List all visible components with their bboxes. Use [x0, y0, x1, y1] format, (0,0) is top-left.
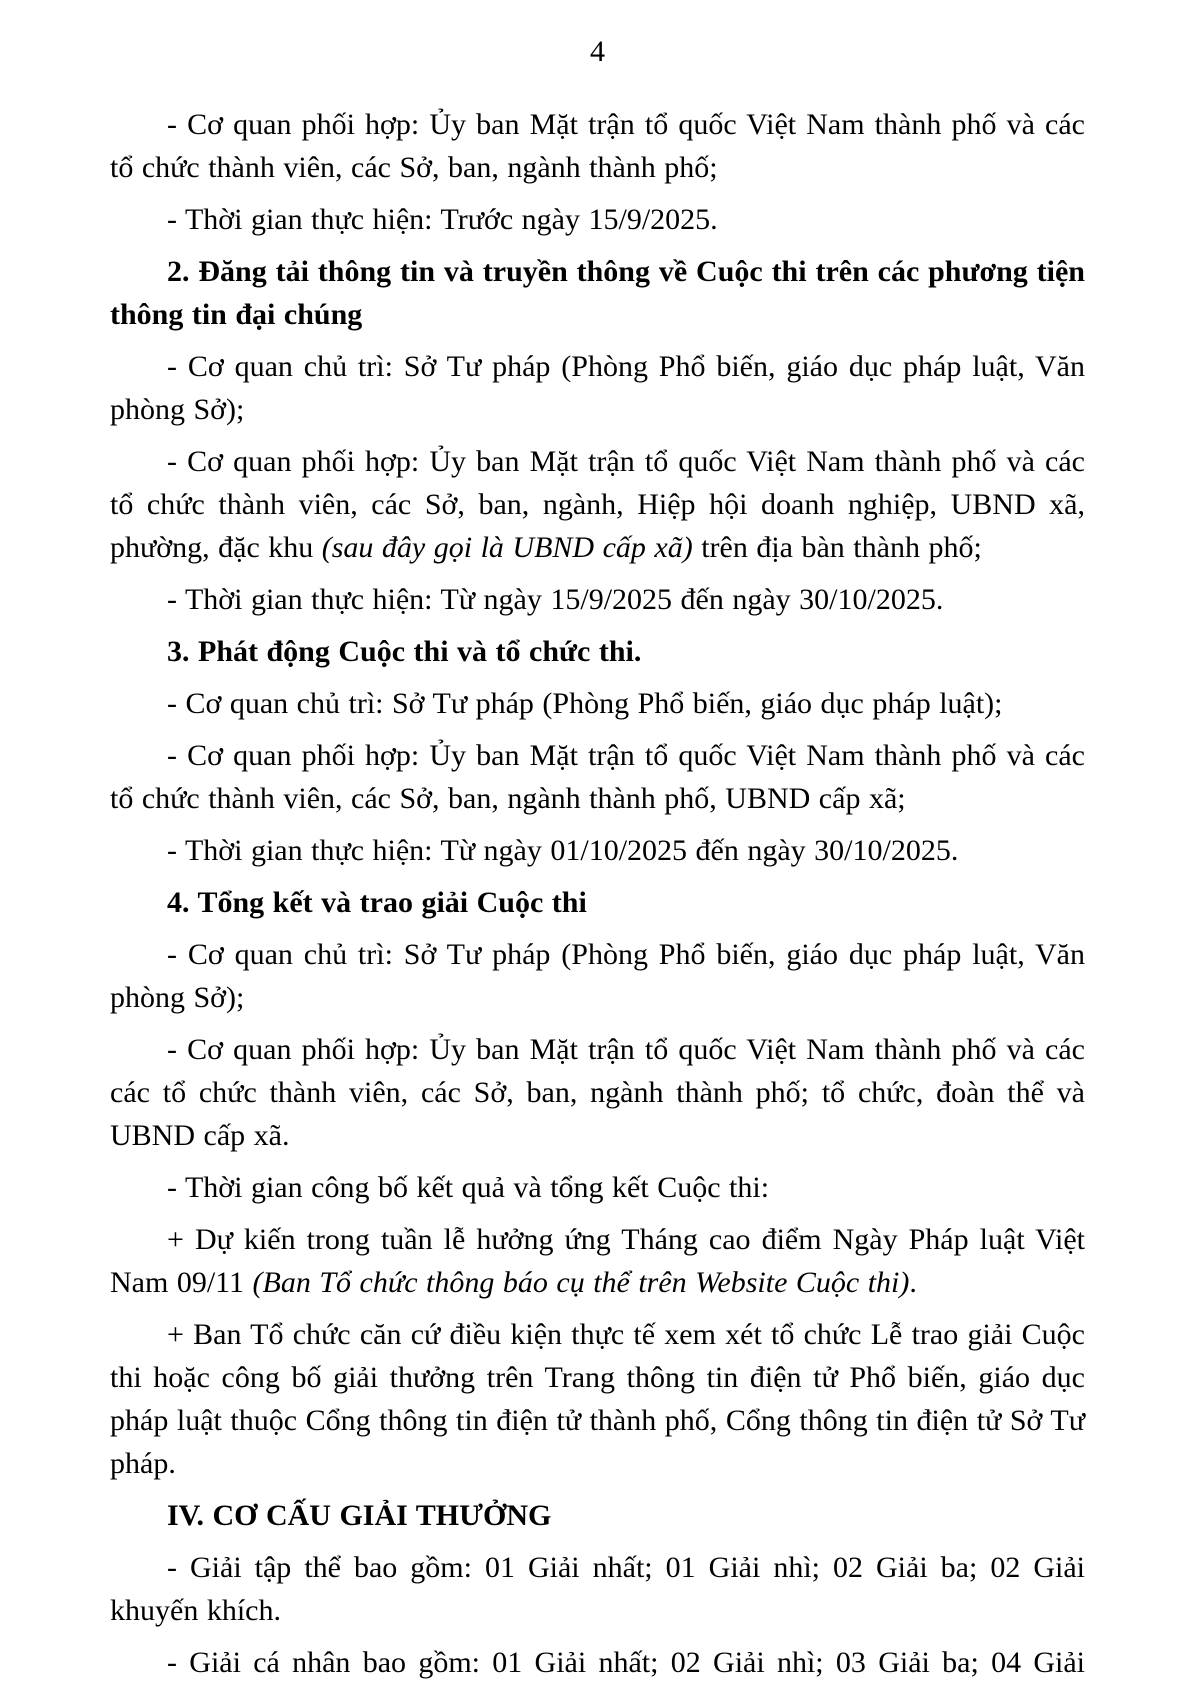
text-run: - Giải tập thể bao gồm: 01 Giải nhất; 01 Giải nhì; 02 Giải ba; 02 Giải khuyến khích.: [110, 1551, 1085, 1627]
text-run: - Giải cá nhân bao gồm: 01 Giải nhất; 02 Giải nhì; 03 Giải ba; 04 Giải: [167, 1646, 1085, 1679]
text-run: IV. CƠ CẤU GIẢI THƯỞNG: [167, 1499, 552, 1532]
page-number: 4: [590, 35, 605, 68]
paragraph: [110, 1218, 1085, 1304]
section-heading: [110, 881, 1085, 924]
text-run: + Dự kiến trong tuần lễ hưởng ứng Tháng cao điểm Ngày Pháp luật Việt Nam 09/11: [110, 1223, 1085, 1299]
paragraph: [110, 440, 1085, 569]
text-run: - Cơ quan phối hợp: Ủy ban Mặt trận tổ quốc Việt Nam thành phố và các các tổ chức thành viên, các Sở, ban, ngành thành phố; tổ chức, đoàn thể và UBND cấp xã.: [110, 1033, 1085, 1152]
paragraph: [110, 578, 1085, 621]
paragraph: [110, 829, 1085, 872]
section-heading: [110, 250, 1085, 336]
text-run: - Cơ quan phối hợp: Ủy ban Mặt trận tổ quốc Việt Nam thành phố và các tổ chức thành viên, các Sở, ban, ngành thành phố, UBND cấp xã;: [110, 739, 1085, 815]
text-run: - Cơ quan phối hợp: Ủy ban Mặt trận tổ quốc Việt Nam thành phố và các tổ chức thành viên, các Sở, ban, ngành thành phố;: [110, 108, 1085, 184]
text-run: - Thời gian công bố kết quả và tổng kết Cuộc thi:: [167, 1171, 770, 1204]
paragraph: [110, 933, 1085, 1019]
paragraph: [110, 682, 1085, 725]
text-run: .: [909, 1266, 917, 1299]
paragraph: [110, 198, 1085, 241]
paragraph: [110, 1028, 1085, 1157]
text-run: - Cơ quan chủ trì: Sở Tư pháp (Phòng Phổ biến, giáo dục pháp luật);: [167, 687, 1003, 720]
text-run: 2. Đăng tải thông tin và truyền thông về Cuộc thi trên các phương tiện thông tin đại chúng: [110, 255, 1085, 331]
text-run: - Thời gian thực hiện: Từ ngày 01/10/2025 đến ngày 30/10/2025.: [167, 834, 959, 867]
paragraph: [110, 345, 1085, 431]
text-run: trên địa bàn thành phố;: [692, 531, 982, 564]
paragraph: [110, 1313, 1085, 1485]
italic-text-run: (sau đây gọi là UBND cấp xã): [321, 531, 693, 564]
text-run: - Thời gian thực hiện: Từ ngày 15/9/2025 đến ngày 30/10/2025.: [167, 583, 944, 616]
text-run: - Thời gian thực hiện: Trước ngày 15/9/2025.: [167, 203, 718, 236]
paragraph: [110, 1641, 1085, 1684]
text-run: - Cơ quan chủ trì: Sở Tư pháp (Phòng Phổ biến, giáo dục pháp luật, Văn phòng Sở);: [110, 350, 1085, 426]
section-heading: [110, 630, 1085, 673]
paragraph: [110, 734, 1085, 820]
paragraph: [110, 1546, 1085, 1632]
text-run: + Ban Tổ chức căn cứ điều kiện thực tế xem xét tổ chức Lễ trao giải Cuộc thi hoặc công bố giải thưởng trên Trang thông tin điện tử Phổ biến, giáo dục pháp luật thuộc Cổng thông tin điện tử thành phố, Cổng thông tin điện tử Sở Tư pháp.: [110, 1318, 1085, 1480]
italic-text-run: (Ban Tổ chức thông báo cụ thể trên Website Cuộc thi): [252, 1266, 910, 1299]
text-run: - Cơ quan phối hợp: Ủy ban Mặt trận tổ quốc Việt Nam thành phố và các tổ chức thành viên, các Sở, ban, ngành, Hiệp hội doanh nghiệp, UBND xã, phường, đặc khu: [110, 445, 1085, 564]
text-run: 4. Tổng kết và trao giải Cuộc thi: [167, 886, 587, 919]
text-run: 3. Phát động Cuộc thi và tổ chức thi.: [167, 635, 642, 668]
paragraph: [110, 103, 1085, 189]
section-heading: [110, 1494, 1085, 1537]
paragraph: [110, 1166, 1085, 1209]
text-run: - Cơ quan chủ trì: Sở Tư pháp (Phòng Phổ biến, giáo dục pháp luật, Văn phòng Sở);: [110, 938, 1085, 1014]
document-body: [110, 103, 1085, 1684]
